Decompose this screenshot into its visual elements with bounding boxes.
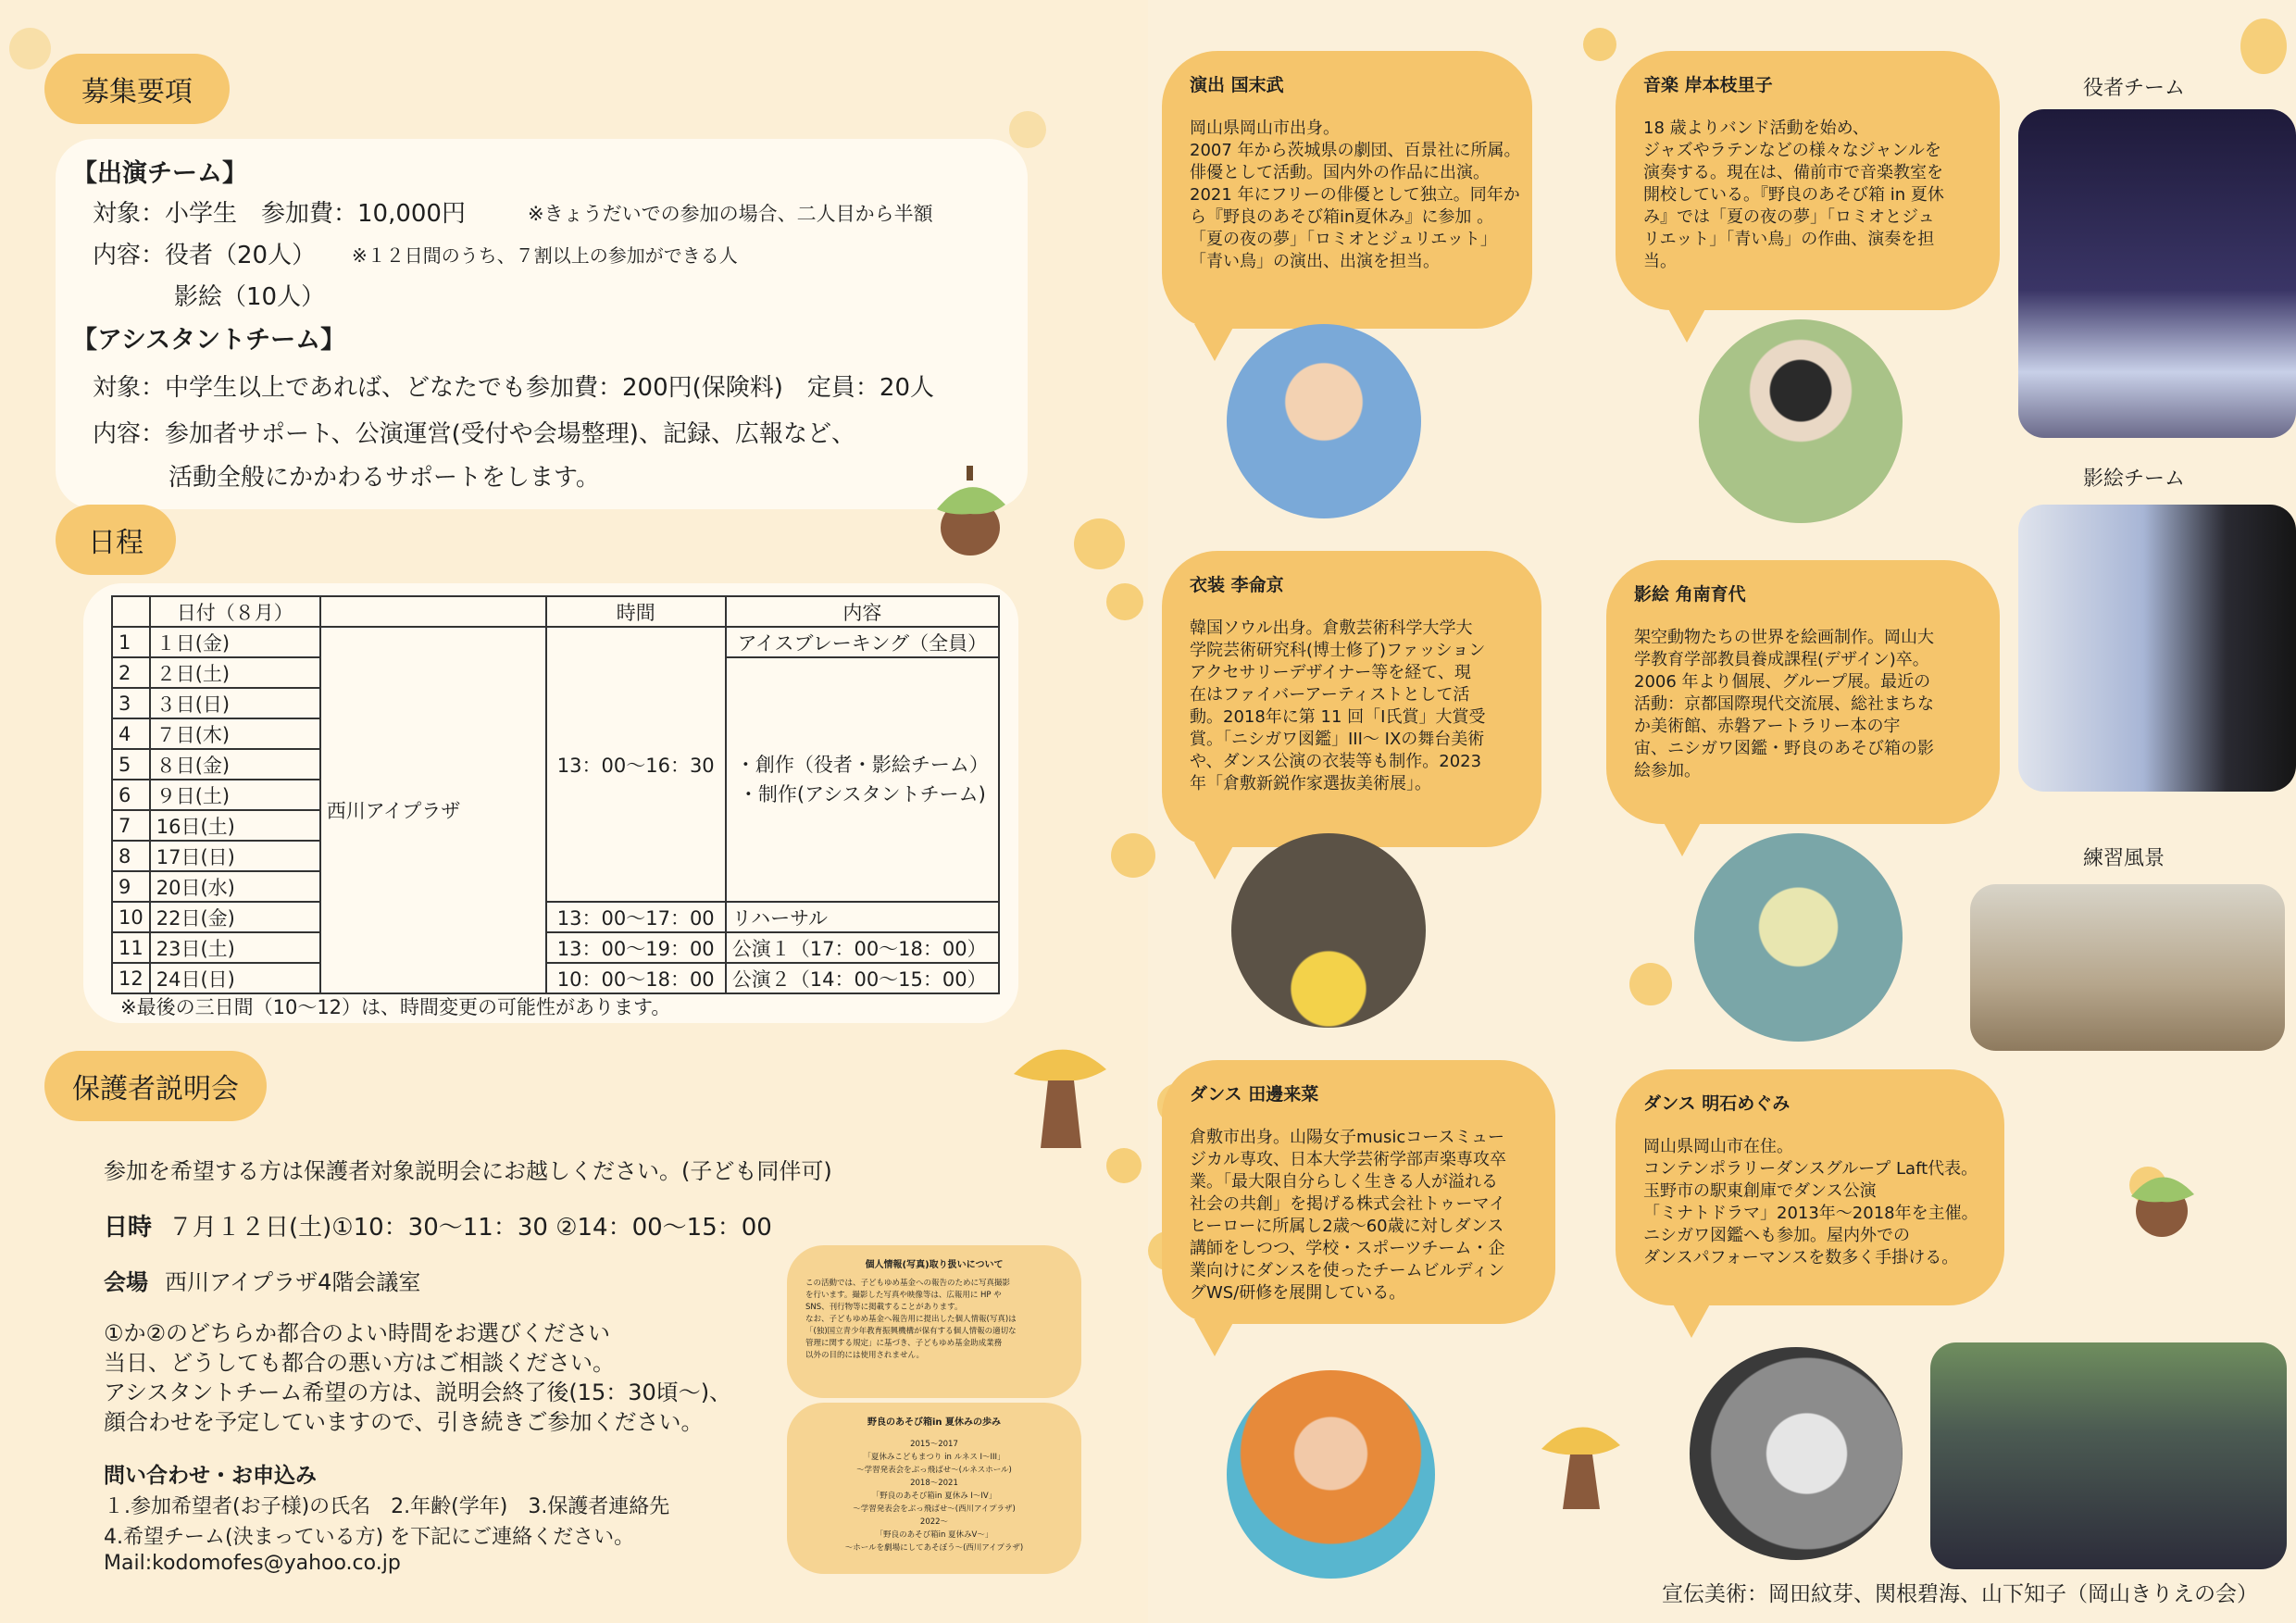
assist-content-2: 活動全般にかかわるサポートをします。 [168,464,600,492]
mushroom-icon [1537,1412,1625,1514]
row-no: 2 [112,657,150,688]
bio-line: 動。2018年に第 11 回「I氏賞」大賞受 [1190,707,1486,727]
staff-bubble-dance-2 [1616,1069,2004,1305]
bio-line: 18 歳よりバンド活動を始め、 [1643,119,1869,138]
cast-team-heading: 【出演チーム】 [72,159,247,188]
row-no: 9 [112,871,150,902]
credit: 宣伝美術：岡田紋芽、関根碧海、山下知子（岡山きりえの会） [1662,1582,2258,1606]
table-row [112,963,999,993]
bio-line: ダンスパフォーマンスを数多く手掛ける。 [1643,1248,1959,1267]
row-no: 6 [112,780,150,810]
para-3: アシスタントチーム希望の方は、説明会終了後(15：30頃〜)、 [104,1380,732,1405]
bio-line: 学院芸術研究科(博士修了)ファッション [1190,641,1486,660]
bubble-tail [1671,1301,1712,1338]
history-line: 〜学習発表会をぶっ飛ばせ〜(ルネスホール) [856,1466,1012,1475]
staff-bio [1634,627,1934,782]
contact-mail[interactable]: Mail:kodomofes@yahoo.co.jp [104,1552,401,1575]
decor-dot [1106,583,1143,620]
staff-bio [1643,118,1944,273]
header-venue [320,596,546,627]
privacy-line: を行います。撮影した写真や映像等は、広報用に HP や [805,1291,1002,1300]
cast-target-note: ※きょうだいでの参加の場合、二人目から半額 [528,203,933,225]
bio-line: 韓国ソウル出身。倉敷芸術科学大学大 [1190,618,1473,638]
decor-dot [1583,28,1616,61]
history-line: 〜学習発表会をぶっ飛ばせ〜(西川アイプラザ) [853,1504,1016,1514]
bio-line: リエット」「青い鳥」の作曲、演奏を担 [1643,230,1935,249]
bio-line: 倉敷市出身。山陽女子musicコースミュー [1190,1128,1504,1147]
bio-line: 玉野市の駅東創庫でダンス公演 [1643,1181,1877,1201]
table-row [112,902,999,932]
bio-line: 「青い鳥」の演出、出演を担当。 [1190,252,1440,271]
row-date: 22日(金) [150,902,320,932]
bio-line: 当。 [1643,252,1677,271]
bio-line: 「ミナトドラマ」2013年〜2018年を主催。 [1643,1204,1978,1223]
row-date: 20日(水) [150,871,320,902]
bio-line: 業。「最大限自分らしく生きる人が溢れる [1190,1172,1498,1192]
bio-line: 活動：京都国際現代交流展、総社まちな [1634,694,1934,714]
bio-line: ら『野良のあそび箱in夏休み』に参加 。 [1190,207,1494,227]
bio-line: 学教育学部教員養成課程(デザイン)卒。 [1634,650,1929,669]
date-label: 日時 [104,1214,153,1242]
assist-target: 対象：中学生以上であれば、どなたでも参加費：200円(保険料) 定員：20人 [93,374,934,402]
history-line: 〜ホールを劇場にしてあそぼう〜(西川アイプラザ) [844,1543,1024,1553]
privacy-line: 「(独)国立青少年教育振興機構が保有する個人情報の適切な [805,1327,1017,1336]
acorn-icon [2120,1157,2203,1241]
privacy-line: なお、子どもゆめ基金へ報告用に提出した個人情報(写真)は [805,1315,1017,1324]
bio-line: 2021 年にフリーの俳優として独立。同年か [1190,185,1520,205]
staff-bubble-shadow [1606,560,2000,824]
bubble-tail [1662,819,1703,856]
bio-line: 架空動物たちの世界を絵画制作。岡山大 [1634,628,1934,647]
privacy-line: SNS、刊行物等に掲載することがあります。 [805,1303,963,1312]
parents-heading: 保護者説明会 [44,1051,267,1121]
label-actors: 役者チーム [2083,77,2186,100]
staff-title: ダンス 田邊来菜 [1190,1084,1319,1105]
bio-line: み』では「夏の夜の夢」「ロミオとジュ [1643,207,1935,227]
privacy-line: 管理に関する規定」に基づき、子どもゆめ基金助成業務 [805,1339,1003,1348]
staff-title: 衣装 李侖京 [1190,575,1284,595]
label-shadow-team: 影絵チーム [2083,468,2186,491]
content-main-2: ・制作(アシスタントチーム) [738,783,986,805]
row-date: １日(金) [150,627,320,657]
staff-bio [1190,118,1521,273]
mushroom-icon [1009,1032,1111,1153]
venue-value: 西川アイプラザ4階会議室 [165,1269,421,1295]
history-text [787,1438,1081,1554]
staff-bubble-costume [1162,551,1541,847]
privacy-box [787,1245,1081,1398]
bio-line: アクセサリーデザイナー等を経て、現 [1190,663,1471,682]
cast-content-note: ※１２日間のうち、７割以上の参加ができる人 [352,244,738,267]
content-main [726,657,999,902]
bio-line: 宙、ニシガワ図鑑・野良のあそび箱の影 [1634,739,1934,758]
contact-2: 4.希望チーム(決まっている方) を下記にご連絡ください。 [104,1526,635,1549]
bio-line: や、ダンス公演の衣装等も制作。2023 [1190,752,1482,771]
row-no: 12 [112,963,150,993]
photo-shadow [1694,833,1903,1042]
history-line: 2015〜2017 [910,1440,958,1449]
decor-dot [1629,963,1672,1005]
time-main: 13：00〜16：30 [546,627,726,902]
content-show-1: 公演１（17：00〜18：00） [726,932,999,963]
content-icebreak: アイスブレーキング（全員） [726,627,999,657]
time-show-1: 13：00〜19：00 [546,932,726,963]
bio-line: 開校している。『野良のあそび箱 in 夏休 [1643,185,1944,205]
row-no: 8 [112,841,150,871]
content-main-1: ・創作（役者・影絵チーム） [735,754,989,776]
staff-title: ダンス 明石めぐみ [1643,1093,1791,1114]
bio-line: 岡山県岡山市出身。 [1190,119,1340,138]
history-line: 「野良のあそび箱in 夏休み I〜IV」 [871,1492,997,1501]
bio-line: 2006 年より個展、グループ展。最近の [1634,672,1931,692]
bio-line: 演奏する。現在は、備前市で音楽教室を [1643,163,1943,182]
decor-dot [9,28,51,69]
bio-line: 賞。「ニシガワ図鑑」III〜 IXの舞台美術 [1190,730,1485,749]
bio-line: グWS/研修を展開している。 [1190,1283,1406,1303]
para-2: 当日、どうしても都合の悪い方はご相談ください。 [104,1350,615,1376]
photo-dance-1 [1227,1370,1435,1579]
bio-line: 絵参加。 [1634,761,1701,780]
row-date: ８日(金) [150,749,320,780]
bio-line: 2007 年から茨城県の劇団、百景社に所属。 [1190,141,1521,160]
history-line: 2018〜2021 [910,1479,958,1488]
parents-intro: 参加を希望する方は保護者対象説明会にお越しください。(子ども同伴可) [104,1158,832,1184]
privacy-line: この活動では、子どもゆめ基金への報告のために写真撮影 [805,1279,1011,1288]
photo-music [1699,319,1903,523]
para-4: 顔合わせを予定していますので、引き続きご参加ください。 [104,1409,704,1435]
schedule-note: ※最後の三日間（10〜12）は、時間変更の可能性があります。 [120,996,671,1018]
row-no: 11 [112,932,150,963]
history-box [787,1403,1081,1574]
bio-line: 岡山県岡山市在住。 [1643,1137,1793,1156]
privacy-line: 以外の目的には使用されません。 [805,1351,925,1360]
bio-line: ジャズやラテンなどの様々なジャンルを [1643,141,1941,160]
cast-target: 対象：小学生 参加費：10,000円 [93,200,466,228]
bubble-tail [1194,1319,1235,1356]
header-time: 時間 [546,596,726,627]
time-rehearsal: 13：00〜17：00 [546,902,726,932]
bubble-tail [1666,306,1707,343]
bubble-tail [1194,843,1235,880]
privacy-text [805,1278,1017,1362]
staff-bio [1190,1127,1506,1305]
venue-cell: 西川アイプラザ [320,627,546,993]
photo-actors [2018,109,2296,438]
row-no: 7 [112,810,150,841]
photo-direction [1227,324,1421,518]
bio-line: ヒーローに所属し2歳〜60歳に対しダンス [1190,1217,1504,1236]
row-date: ９日(土) [150,780,320,810]
assist-team-heading: 【アシスタントチーム】 [72,326,346,355]
bio-line: コンテンポラリーダンスグループ Laft代表。 [1643,1159,1978,1179]
bio-line: 講師をしつつ、学校・スポーツチーム・企 [1190,1239,1505,1258]
decor-dot [1106,1148,1142,1183]
bio-line: 業向けにダンスを使ったチームビルディン [1190,1261,1505,1280]
photo-costume [1231,833,1426,1028]
bio-line: か美術館、赤磐アートラリー本の宇 [1634,717,1901,736]
staff-bio [1643,1136,1978,1269]
venue-label: 会場 [104,1269,148,1295]
assist-content-1: 内容：参加者サポート、公演運営(受付や会場整理)、記録、広報など、 [93,420,855,448]
privacy-title: 個人情報(写真)取り扱いについて [865,1260,1004,1270]
decor-dot [1009,111,1046,148]
history-line: 2022〜 [919,1517,949,1527]
bio-line: 俳優として活動。国内外の作品に出演。 [1190,163,1490,182]
bio-line: ジカル専攻、日本大学芸術学部声楽専攻卒 [1190,1150,1506,1169]
table-row [112,932,999,963]
date-value: ７月１２日(土)①10：30〜11：30 ②14：00〜15：00 [168,1214,772,1242]
bio-line: 社会の共創」を掲げる株式会社トゥーマイ [1190,1194,1506,1214]
bio-line: ニシガワ図鑑へも参加。屋内外での [1643,1226,1910,1245]
header-no [112,596,150,627]
row-no: 4 [112,718,150,749]
decor-dot [1074,518,1125,569]
row-date: ２日(土) [150,657,320,688]
content-show-2: 公演２（14：00〜15：00） [726,963,999,993]
cast-content-2: 影絵（10人） [174,283,326,311]
history-title: 野良のあそび箱in 夏休みの歩み [867,1417,1002,1428]
row-date: ７日(木) [150,718,320,749]
table-header-row [112,596,999,627]
row-no: 5 [112,749,150,780]
photo-group [1930,1342,2287,1569]
table-row [112,627,999,657]
time-show-2: 10：00〜18：00 [546,963,726,993]
row-date: 17日(日) [150,841,320,871]
bubble-tail [1194,324,1235,361]
staff-title: 影絵 角南育代 [1634,584,1746,605]
para-1: ①か②のどちらか都合のよい時間をお選びください [104,1320,611,1346]
header-content: 内容 [726,596,999,627]
bio-line: 年「倉敷新鋭作家選抜美術展」。 [1190,774,1431,793]
content-rehearsal: リハーサル [726,902,999,932]
photo-shadow-team [2018,505,2296,792]
staff-bubble-dance-1 [1162,1060,1555,1324]
contact-1: １.参加希望者(お子様)の氏名 2.年齢(学年) 3.保護者連絡先 [104,1495,670,1518]
row-no: 1 [112,627,150,657]
row-no: 3 [112,688,150,718]
history-line: 「野良のあそび箱in 夏休みV〜」 [875,1530,993,1540]
header-date: 日付（８月） [150,596,320,627]
contact-heading: 問い合わせ・お申込み [104,1464,317,1488]
label-practice: 練習風景 [2083,847,2165,870]
row-date: 23日(土) [150,932,320,963]
staff-title: 音楽 岸本枝里子 [1643,75,1773,95]
staff-bubble-music [1616,51,2000,310]
staff-title: 演出 国末武 [1190,75,1284,95]
staff-bubble-direction [1162,51,1532,329]
row-date: 16日(土) [150,810,320,841]
history-line: 「夏休みこどもまつり in ルネス I〜III」 [863,1453,1005,1462]
photo-practice [1970,884,2285,1051]
cast-content: 内容：役者（20人） [93,242,317,269]
acorn-icon [926,458,1018,560]
schedule-table [111,595,1000,994]
recruit-heading: 募集要項 [44,54,230,124]
bio-line: 在はファイバーアーティストとして活 [1190,685,1470,705]
row-date: 24日(日) [150,963,320,993]
decor-dot [2240,19,2287,74]
row-date: ３日(日) [150,688,320,718]
decor-dot [1111,833,1155,878]
staff-bio [1190,618,1485,795]
photo-dance-2 [1690,1347,1903,1560]
row-no: 10 [112,902,150,932]
schedule-heading: 日程 [56,505,176,575]
bio-line: 「夏の夜の夢」「ロミオとジュリエット」 [1190,230,1497,249]
